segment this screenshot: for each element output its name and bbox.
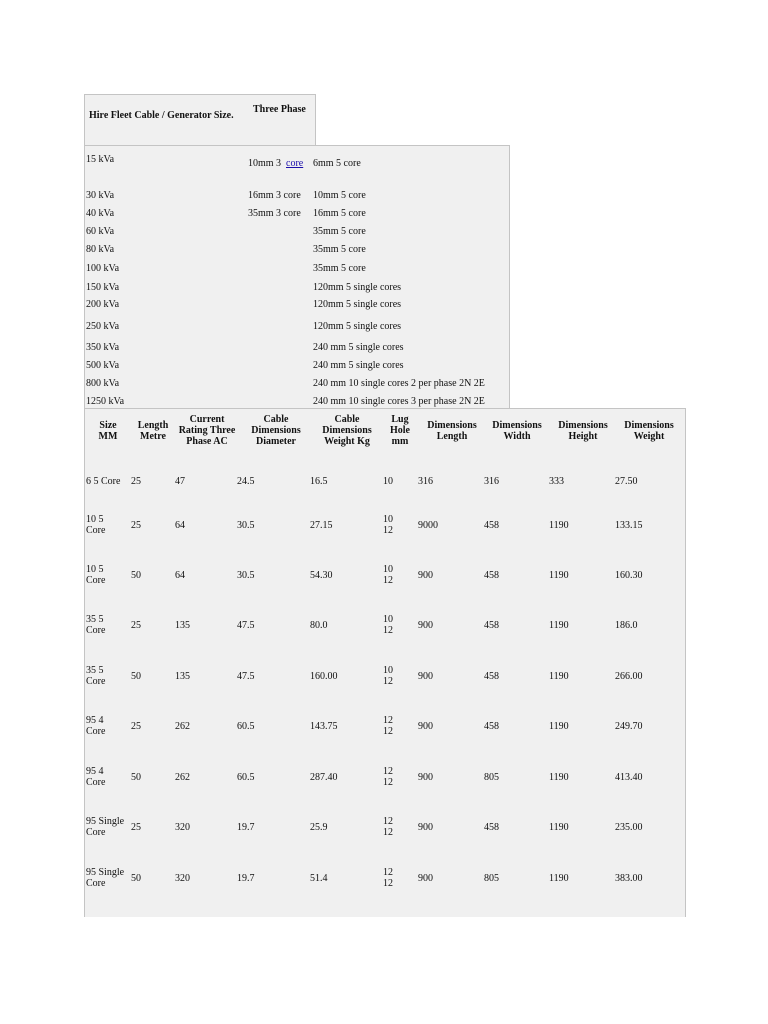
dheight-cell: 1190 <box>549 570 569 581</box>
dlength-cell: 900 <box>418 570 433 581</box>
length-cell: 25 <box>131 822 141 833</box>
dlength-cell: 900 <box>418 772 433 783</box>
lug-hole-cell: 12 <box>383 816 393 827</box>
size-cell-line2: Core <box>86 525 106 536</box>
five-core-cable-cell: 35mm 5 core <box>313 263 366 274</box>
header-three-phase: Three Phase <box>253 104 306 115</box>
size-cell-line2: Core <box>86 878 106 889</box>
dwidth-cell: 458 <box>484 721 499 732</box>
generator-size-cell: 350 kVa <box>86 342 120 353</box>
dwidth-cell: 805 <box>484 772 499 783</box>
generator-size-cell: 150 kVa <box>86 282 120 293</box>
lug-hole-cell-line2: 12 <box>383 676 393 687</box>
dweight-cell: 266.00 <box>615 671 643 682</box>
dlength-cell: 900 <box>418 873 433 884</box>
lug-hole-cell: 10 <box>383 614 393 625</box>
dwidth-cell: 458 <box>484 520 499 531</box>
diameter-cell: 47.5 <box>237 671 255 682</box>
lug-hole-cell-line2: 12 <box>383 575 393 586</box>
three-core-cable-cell: 10mm 3 <box>248 158 282 169</box>
five-core-cable-cell: 240 mm 10 single cores 3 per phase 2N 2E <box>313 396 485 407</box>
five-core-cable-cell: 240 mm 5 single cores <box>313 360 404 371</box>
generator-size-cell: 500 kVa <box>86 360 120 371</box>
current-cell: 262 <box>175 721 190 732</box>
generator-size-panel <box>84 145 510 410</box>
diameter-cell: 60.5 <box>237 721 255 732</box>
column-header-line2: Rating Three <box>178 425 236 436</box>
size-cell: 95 Single <box>86 816 125 827</box>
size-cell-line2: Core <box>86 726 106 737</box>
current-cell: 135 <box>175 620 190 631</box>
five-core-cable-cell: 240 mm 5 single cores <box>313 342 404 353</box>
lug-hole-cell: 10 <box>383 564 393 575</box>
diameter-cell: 47.5 <box>237 620 255 631</box>
length-cell: 25 <box>131 721 141 732</box>
dweight-cell: 27.50 <box>615 476 638 487</box>
dheight-cell: 1190 <box>549 620 569 631</box>
weight-cell: 143.75 <box>310 721 338 732</box>
dheight-cell: 1190 <box>549 721 569 732</box>
dweight-cell: 160.30 <box>615 570 643 581</box>
column-header-line2: Dimensions <box>322 425 372 436</box>
column-header-line1: Dimensions <box>492 420 542 431</box>
weight-cell: 54.30 <box>310 570 333 581</box>
size-cell-line2: Core <box>86 827 106 838</box>
weight-cell: 160.00 <box>310 671 338 682</box>
column-header-line2: MM <box>98 431 118 442</box>
dwidth-cell: 316 <box>484 476 499 487</box>
dweight-cell: 186.0 <box>615 620 638 631</box>
column-header-line2: Dimensions <box>251 425 301 436</box>
dheight-cell: 1190 <box>549 671 569 682</box>
dlength-cell: 900 <box>418 721 433 732</box>
generator-size-cell: 15 kVa <box>86 154 115 165</box>
length-cell: 25 <box>131 620 141 631</box>
size-cell: 95 Single <box>86 867 125 878</box>
generator-size-cell: 100 kVa <box>86 263 120 274</box>
weight-cell: 25.9 <box>310 822 328 833</box>
size-cell: 35 5 <box>86 614 104 625</box>
dheight-cell: 1190 <box>549 822 569 833</box>
dweight-cell: 235.00 <box>615 822 643 833</box>
column-header-line1: Current <box>189 414 225 425</box>
generator-size-cell: 800 kVa <box>86 378 120 389</box>
dheight-cell: 1190 <box>549 520 569 531</box>
dwidth-cell: 458 <box>484 570 499 581</box>
column-header-line2: Height <box>568 431 598 442</box>
size-cell: 95 4 <box>86 766 104 777</box>
column-header-line1: Dimensions <box>558 420 608 431</box>
diameter-cell: 30.5 <box>237 570 255 581</box>
column-header-line1: Cable <box>263 414 289 425</box>
lug-hole-cell: 10 <box>383 476 393 487</box>
dlength-cell: 900 <box>418 822 433 833</box>
diameter-cell: 19.7 <box>237 873 255 884</box>
lug-hole-cell: 12 <box>383 715 393 726</box>
five-core-cable-cell: 6mm 5 core <box>313 158 361 169</box>
current-cell: 64 <box>175 520 185 531</box>
dweight-cell: 413.40 <box>615 772 643 783</box>
dwidth-cell: 458 <box>484 822 499 833</box>
core-link[interactable]: core <box>286 158 304 169</box>
weight-cell: 16.5 <box>310 476 328 487</box>
five-core-cable-cell: 35mm 5 core <box>313 244 366 255</box>
diameter-cell: 60.5 <box>237 772 255 783</box>
column-header-line2: Weight <box>633 431 665 442</box>
size-cell-line2: Core <box>86 676 106 687</box>
size-cell: 6 5 Core <box>86 476 121 487</box>
dheight-cell: 1190 <box>549 772 569 783</box>
lug-hole-cell-line2: 12 <box>383 525 393 536</box>
five-core-cable-cell: 240 mm 10 single cores 2 per phase 2N 2E <box>313 378 485 389</box>
dlength-cell: 900 <box>418 671 433 682</box>
length-cell: 50 <box>131 873 141 884</box>
weight-cell: 287.40 <box>310 772 338 783</box>
diameter-cell: 30.5 <box>237 520 255 531</box>
size-cell-line2: Core <box>86 625 106 636</box>
lug-hole-cell-line2: 12 <box>383 827 393 838</box>
dwidth-cell: 458 <box>484 671 499 682</box>
current-cell: 320 <box>175 873 190 884</box>
length-cell: 50 <box>131 772 141 783</box>
length-cell: 50 <box>131 671 141 682</box>
length-cell: 50 <box>131 570 141 581</box>
header-generator-size: Hire Fleet Cable / Generator Size. <box>89 110 234 121</box>
generator-size-cell: 80 kVa <box>86 244 115 255</box>
generator-size-cell: 40 kVa <box>86 208 115 219</box>
column-header-line1: Dimensions <box>427 420 477 431</box>
size-cell: 35 5 <box>86 665 104 676</box>
lug-hole-cell-line2: 12 <box>383 777 393 788</box>
column-header-line3: Phase AC <box>186 436 228 447</box>
column-header-line2: Width <box>503 431 531 442</box>
size-cell-line2: Core <box>86 777 106 788</box>
current-cell: 320 <box>175 822 190 833</box>
five-core-cable-cell: 120mm 5 single cores <box>313 282 402 293</box>
size-cell: 95 4 <box>86 715 104 726</box>
five-core-cable-cell: 10mm 5 core <box>313 190 366 201</box>
column-header-line3: mm <box>391 436 409 447</box>
column-header-line1: Length <box>137 420 169 431</box>
three-core-cable-cell: 16mm 3 core <box>248 190 301 201</box>
current-cell: 262 <box>175 772 190 783</box>
column-header-line2: Hole <box>390 425 410 436</box>
generator-size-cell: 30 kVa <box>86 190 115 201</box>
five-core-cable-cell: 120mm 5 single cores <box>313 299 402 310</box>
generator-size-cell: 200 kVa <box>86 299 120 310</box>
column-header-line1: Size <box>99 420 117 431</box>
size-cell: 10 5 <box>86 564 104 575</box>
five-core-cable-cell: 35mm 5 core <box>313 226 366 237</box>
dweight-cell: 383.00 <box>615 873 643 884</box>
weight-cell: 51.4 <box>310 873 328 884</box>
column-header-line2: Length <box>436 431 468 442</box>
lug-hole-cell-line2: 12 <box>383 878 393 889</box>
dweight-cell: 249.70 <box>615 721 643 732</box>
lug-hole-cell: 10 <box>383 665 393 676</box>
current-cell: 135 <box>175 671 190 682</box>
length-cell: 25 <box>131 520 141 531</box>
lug-hole-cell-line2: 12 <box>383 625 393 636</box>
weight-cell: 27.15 <box>310 520 333 531</box>
five-core-cable-cell: 120mm 5 single cores <box>313 321 402 332</box>
column-header-line3: Weight Kg <box>324 436 370 447</box>
five-core-cable-cell: 16mm 5 core <box>313 208 366 219</box>
generator-size-cell: 250 kVa <box>86 321 120 332</box>
column-header-line2: Metre <box>140 431 166 442</box>
lug-hole-cell: 12 <box>383 766 393 777</box>
generator-size-cell: 1250 kVa <box>86 396 125 407</box>
column-header-line3: Diameter <box>256 436 296 447</box>
column-header-line1: Dimensions <box>624 420 674 431</box>
column-header-line1: Lug <box>391 414 409 425</box>
diameter-cell: 24.5 <box>237 476 255 487</box>
dwidth-cell: 458 <box>484 620 499 631</box>
dlength-cell: 316 <box>418 476 433 487</box>
lug-hole-cell: 10 <box>383 514 393 525</box>
lug-hole-cell: 12 <box>383 867 393 878</box>
three-core-cable-cell: 35mm 3 core <box>248 208 301 219</box>
weight-cell: 80.0 <box>310 620 328 631</box>
dlength-cell: 9000 <box>418 520 438 531</box>
lug-hole-cell-line2: 12 <box>383 726 393 737</box>
column-header-line1: Cable <box>334 414 360 425</box>
generator-size-cell: 60 kVa <box>86 226 115 237</box>
dwidth-cell: 805 <box>484 873 499 884</box>
diameter-cell: 19.7 <box>237 822 255 833</box>
length-cell: 25 <box>131 476 141 487</box>
dheight-cell: 333 <box>549 476 564 487</box>
dlength-cell: 900 <box>418 620 433 631</box>
size-cell: 10 5 <box>86 514 104 525</box>
dheight-cell: 1190 <box>549 873 569 884</box>
current-cell: 64 <box>175 570 185 581</box>
size-cell-line2: Core <box>86 575 106 586</box>
current-cell: 47 <box>175 476 185 487</box>
dweight-cell: 133.15 <box>615 520 643 531</box>
